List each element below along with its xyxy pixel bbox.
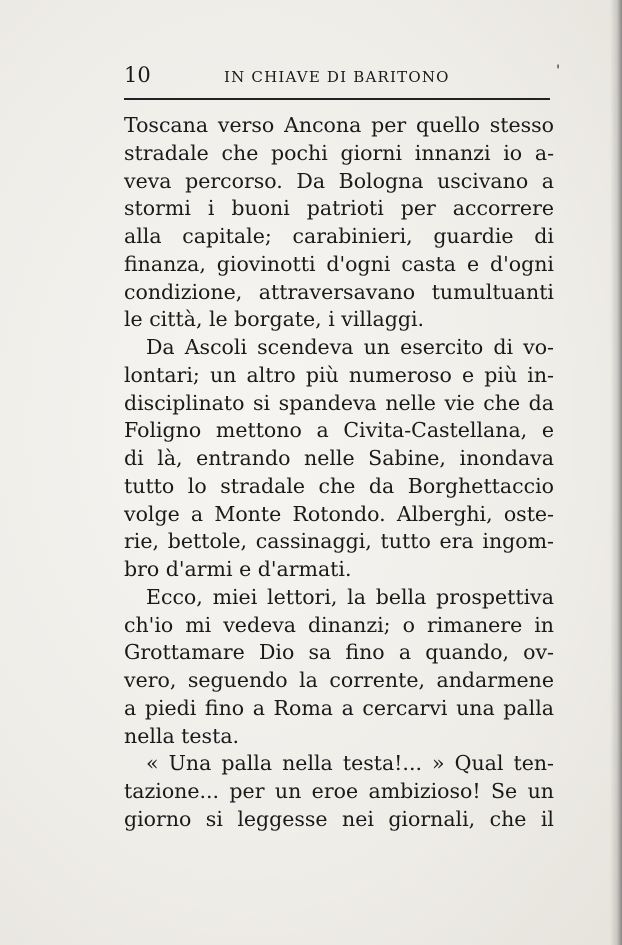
header-rule: [124, 98, 550, 100]
text-line: Toscana verso Ancona per quello stesso: [124, 113, 554, 137]
text-line: Foligno mettono a Civita-Castellana, e: [124, 418, 554, 443]
text-line: tazione... per un eroe ambizioso! Se un: [124, 779, 554, 803]
text-line: alla capitale; carabinieri, guardie di: [124, 224, 554, 248]
text-line: condizione, attraversavano tumultuanti: [124, 279, 554, 304]
text-line: bro d'armi e d'armati.: [124, 557, 352, 581]
text-line: le città, le borgate, i villaggi.: [124, 307, 425, 332]
text-line: « Una palla nella testa!... » Qual ten-: [146, 751, 554, 776]
text-line: a piedi fino a Roma a cercarvi una palla: [124, 695, 554, 720]
running-head: IN CHIAVE DI BARITONO: [224, 68, 450, 86]
text-line: giorno si leggesse nei giornali, che il: [124, 806, 554, 831]
text-line: stradale che pochi giorni innanzi io a-: [124, 140, 554, 165]
text-line: Da Ascoli scendeva un esercito di vo-: [146, 335, 554, 359]
text-line: disciplinato si spandeva nelle vie che da: [124, 390, 554, 415]
header-mark: ': [556, 63, 560, 79]
text-line: vero, seguendo la corrente, andarmene: [124, 668, 554, 692]
text-line: finanza, giovinotti d'ogni casta e d'ogni: [124, 251, 554, 276]
text-line: Ecco, miei lettori, la bella prospettiva: [146, 584, 554, 609]
page-header: [124, 62, 560, 92]
text-line: di là, entrando nelle Sabine, inondava: [124, 446, 554, 470]
text-line: tutto lo stradale che da Borghettaccio: [124, 473, 554, 498]
text-line: rie, bettole, cassinaggi, tutto era ingom-: [124, 529, 554, 554]
text-line: volge a Monte Rotondo. Alberghi, oste-: [124, 501, 554, 526]
text-line: stormi i buoni patrioti per accorrere: [124, 196, 554, 221]
text-line: Grottamare Dio sa fino a quando, ov-: [124, 640, 554, 665]
text-line: ch'io mi vedeva dinanzi; o rimanere in: [124, 612, 554, 637]
page-number: 10: [124, 63, 151, 87]
text-line: veva percorso. Da Bologna uscivano a: [124, 168, 554, 193]
text-line: nella testa.: [124, 723, 240, 748]
page-edge-shadow: [610, 0, 622, 945]
text-line: lontari; un altro più numeroso e più in-: [124, 362, 554, 387]
body-text: [124, 112, 554, 834]
